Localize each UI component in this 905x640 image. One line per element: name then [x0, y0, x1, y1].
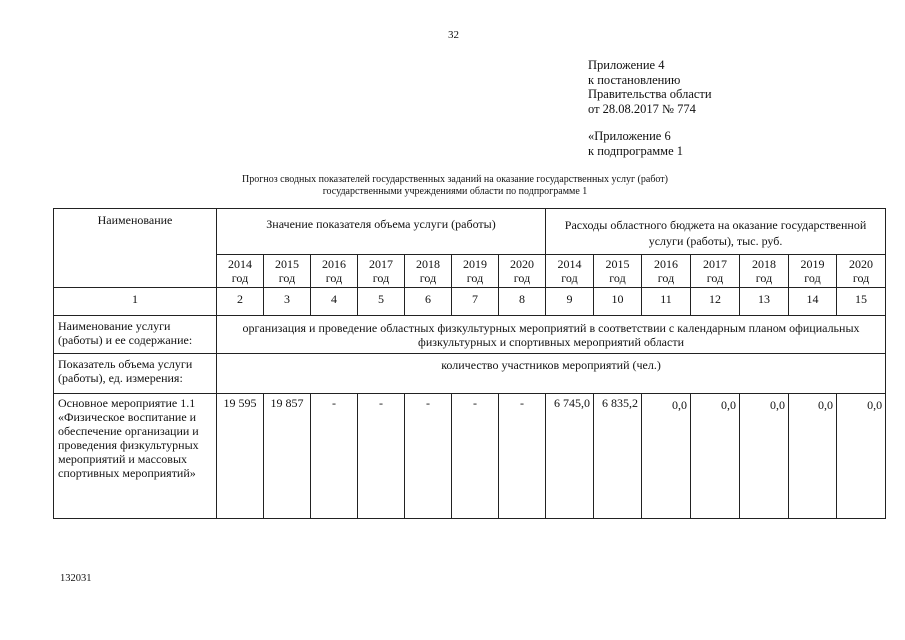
expense-value: 0,0 [691, 394, 740, 519]
expense-value: 0,0 [740, 394, 789, 519]
activity-row [54, 394, 886, 519]
column-number: 7 [452, 288, 499, 316]
year-header: 2016 год [311, 255, 358, 288]
service-row [54, 316, 886, 354]
volume-value: - [452, 394, 499, 519]
forecast-table [53, 208, 886, 519]
expense-value: 6 835,2 [594, 394, 642, 519]
year-header: 2019 год [789, 255, 837, 288]
year-header: 2019 год [452, 255, 499, 288]
page-number: 32 [448, 29, 459, 41]
column-number: 11 [642, 288, 691, 316]
column-numbers-row [54, 288, 886, 316]
header-name: Наименование [54, 209, 217, 288]
expense-value: 0,0 [837, 394, 886, 519]
activity-label: Основное мероприятие 1.1 «Физическое воспитание и обеспечение организации и проведения физкультурных мероприятий и массовых спортивных мероприятий» [54, 394, 217, 519]
year-header: 2018 год [740, 255, 789, 288]
volume-value: - [311, 394, 358, 519]
volume-value: - [405, 394, 452, 519]
column-number: 5 [358, 288, 405, 316]
indicator-row [54, 354, 886, 394]
expense-value: 0,0 [789, 394, 837, 519]
year-header: 2016 год [642, 255, 691, 288]
column-number: 10 [594, 288, 642, 316]
expense-value: 6 745,0 [546, 394, 594, 519]
appendix-line: к подпрограмме 1 [588, 143, 683, 158]
year-header: 2014 год [217, 255, 264, 288]
column-number: 3 [264, 288, 311, 316]
document-code: 132031 [60, 573, 92, 584]
column-number: 1 [54, 288, 217, 316]
appendix-line: от 28.08.2017 № 774 [588, 101, 696, 116]
volume-value: - [358, 394, 405, 519]
appendix-line: Правительства области [588, 87, 712, 101]
column-number: 2 [217, 288, 264, 316]
column-number: 13 [740, 288, 789, 316]
column-number: 9 [546, 288, 594, 316]
service-content: организация и проведение областных физкультурных мероприятий в соответствии с календарным планом официальных физкультурных и спортивных мероприятий области [217, 316, 886, 354]
indicator-content: количество участников мероприятий (чел.) [217, 354, 886, 394]
volume-value: 19 857 [264, 394, 311, 519]
column-number: 6 [405, 288, 452, 316]
title-line: Прогноз сводных показателей государственных заданий на оказание государственных услуг (работ) [242, 174, 668, 185]
year-header: 2015 год [594, 255, 642, 288]
appendix-line: «Приложение 6 [588, 129, 671, 143]
year-header: 2018 год [405, 255, 452, 288]
year-header: 2017 год [358, 255, 405, 288]
service-label: Наименование услуги (работы) и ее содержание: [54, 316, 217, 354]
volume-value: - [499, 394, 546, 519]
year-header: 2015 год [264, 255, 311, 288]
header-expenses: Расходы областного бюджета на оказание государственной услуги (работы), тыс. руб. [546, 209, 886, 255]
column-number: 4 [311, 288, 358, 316]
column-number: 12 [691, 288, 740, 316]
appendix-line: к постановлению [588, 72, 681, 87]
title-line: государственными учреждениями области по подпрограмме 1 [322, 186, 588, 197]
expense-value: 0,0 [642, 394, 691, 519]
column-number: 15 [837, 288, 886, 316]
appendix-block [588, 58, 712, 158]
document-title [180, 174, 730, 198]
indicator-label: Показатель объема услуги (работы), ед. измерения: [54, 354, 217, 394]
year-header: 2020 год [499, 255, 546, 288]
year-header: 2014 год [546, 255, 594, 288]
appendix-line: Приложение 4 [588, 58, 665, 72]
column-number: 14 [789, 288, 837, 316]
column-number: 8 [499, 288, 546, 316]
header-volume: Значение показателя объема услуги (работы) [217, 209, 546, 255]
year-header: 2017 год [691, 255, 740, 288]
volume-value: 19 595 [217, 394, 264, 519]
year-header: 2020 год [837, 255, 886, 288]
